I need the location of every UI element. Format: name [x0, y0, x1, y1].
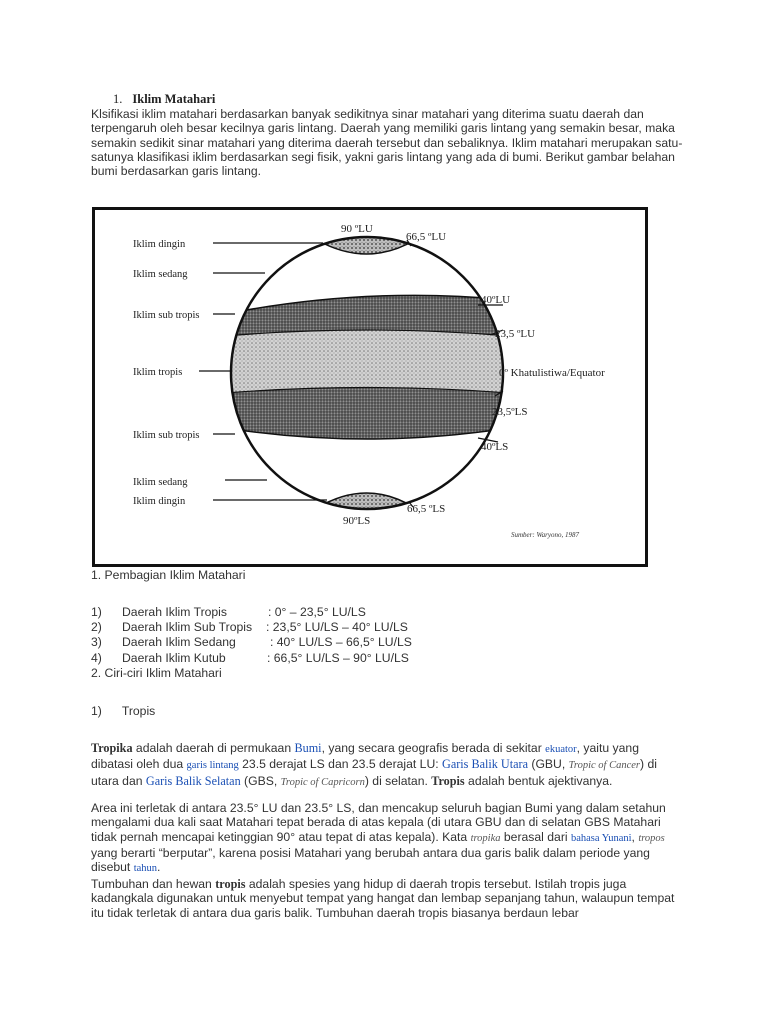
section-number: 1. — [113, 92, 123, 106]
label-equator: 0º Khatulistiwa/Equator — [499, 367, 605, 379]
link-ekuator[interactable]: ekuator — [545, 744, 577, 755]
label-iklim-sedang-bottom: Iklim sedang — [133, 477, 188, 488]
link-tahun[interactable]: tahun — [133, 863, 158, 875]
section-heading — [113, 92, 215, 107]
globe-diagram — [95, 210, 645, 564]
tropical-band — [225, 330, 509, 393]
label-iklim-tropis: Iklim tropis — [133, 367, 183, 378]
label-23-lu: 23,5 ºLU — [495, 328, 536, 340]
tropis-heading: 1) Tropis — [91, 704, 156, 718]
figure-source: Sumber: Waryono, 1987 — [511, 531, 579, 539]
label-66-ls: 66,5 ºLS — [407, 503, 446, 515]
tropika-paragraph: Tropika adalah daerah di permukaan Bumi, yang secara geografis berada di sekitar ekuator, yaitu yang dibatasi oleh dua garis lintang 23.5 derajat LS dan 23.5 derajat LU: Garis Balik Utara (GBU, Tropic of Cancer) di utara dan Garis Balik Selatan (GBS, Tropic of Capricorn) di selatan. Tropis adalah bentuk ajektivanya. — [91, 741, 657, 788]
section-title: Iklim Matahari — [132, 92, 216, 106]
label-66-lu: 66,5 ºLU — [406, 231, 447, 243]
label-iklim-subtropis-top: Iklim sub tropis — [133, 310, 200, 321]
label-iklim-dingin-bottom: Iklim dingin — [133, 496, 186, 507]
label-40-lu: 40ºLU — [481, 294, 511, 306]
figure-caption: 1. Pembagian Iklim Matahari — [91, 568, 246, 582]
area-paragraph: Area ini terletak di antara 23.5° LU dan 23.5° LS, dan mencakup seluruh bagian Bumi yang dalam setahun mengalami dua kali saat Matahari tepat berada di atas kepala (di utara GBU dan di selatan GBS Matahari tidak pernah mencapai ketinggian 90° atau tepat di atas kepala). Kata tropika berasal dari bahasa Yunani, tropos yang berarti “berputar”, karena posisi Matahari yang berubah antara dua garis balik dalam periode yang disebut tahun. — [91, 801, 666, 875]
label-90-ls: 90ºLS — [343, 515, 371, 527]
link-garis-balik-selatan[interactable]: Garis Balik Selatan — [145, 773, 241, 788]
section2-title: 2. Ciri-ciri Iklim Matahari — [91, 666, 222, 680]
label-40-ls: 40ºLS — [481, 441, 509, 453]
flora-fauna-paragraph: Tumbuhan dan hewan tropis adalah spesies yang hidup di daerah tropis tersebut. Istilah tropis juga kadangkala digunakan untuk menyebut tempat yang hangat dan lembap sepanjang tahun, walaupun tempat itu tidak terletak di antara dua garis balik. Tumbuhan daerah tropis biasanya berdaun lebar — [91, 877, 675, 920]
label-iklim-sedang-top: Iklim sedang — [133, 269, 188, 280]
link-garis-balik-utara[interactable]: Garis Balik Utara — [442, 757, 528, 772]
link-garis-lintang[interactable]: garis lintang — [186, 760, 239, 772]
south-subtropic-band — [225, 388, 509, 440]
label-90-lu: 90 ºLU — [341, 223, 373, 235]
latitude-figure — [92, 207, 648, 567]
label-iklim-subtropis-bottom: Iklim sub tropis — [133, 430, 200, 441]
link-bahasa-yunani[interactable]: bahasa Yunani — [570, 832, 632, 844]
label-iklim-dingin-top: Iklim dingin — [133, 239, 186, 250]
label-23-ls: 23,5ºLS — [492, 406, 528, 418]
link-bumi[interactable]: Bumi — [294, 741, 322, 755]
intro-paragraph: Klsifikasi iklim matahari berdasarkan banyak sedikitnya sinar matahari yang diterima suatu daerah dan terpengaruh oleh besar kecilnya garis lintang. Daerah yang memiliki garis lintang yang semakin besar, maka semakin sedikit sinar matahari yang diterima daerah tersebut dan sebaliknya. Iklim matahari merupakan satu-satunya klasifikasi iklim berdasarkan segi fisik, yakni garis lintang yang ada di bumi. Berikut gambar belahan bumi berdasarkan garis lintang. — [91, 107, 683, 179]
